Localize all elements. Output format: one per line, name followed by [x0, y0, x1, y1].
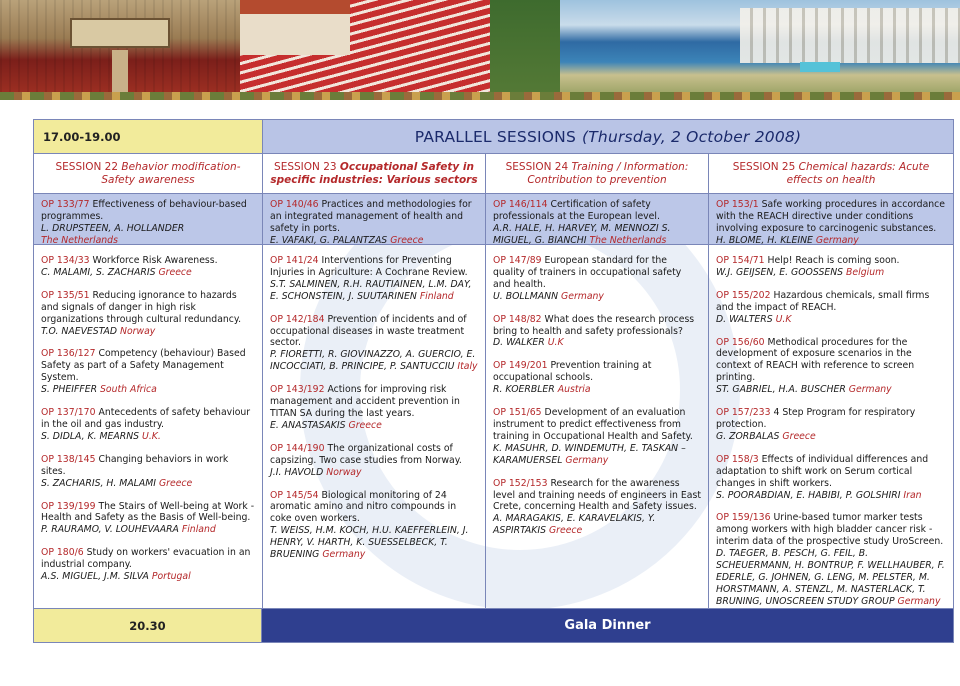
paper-code: OP 143/192 [270, 384, 325, 396]
paper-entry [716, 290, 946, 326]
session-name: SESSION 24 [505, 160, 569, 173]
paper-authors: K. MASUHR, D. WINDEMUTH, E. TASKAN – KARAMUERSEL [493, 442, 686, 466]
paper-title: Antecedents of safety behaviour in the oil and gas industry. [41, 407, 251, 430]
paper-code: OP 151/65 [493, 407, 542, 419]
paper-country: Norway [120, 325, 156, 337]
paper-authors: S. ZACHARIS, H. MALAMI [41, 477, 156, 489]
paper-title: Effects of individual differences and adaptation to shift work on Serum cortical changes in shift workers. [716, 453, 929, 489]
paper-title: Hazardous chemicals, small firms and the impact of REACH. [716, 289, 930, 313]
paper-country: Greece [548, 525, 583, 537]
paper-country: Norway [326, 466, 362, 478]
paper-country: Germany [815, 234, 859, 246]
paper-title: Certification of safety professionals at the European level. [493, 199, 660, 222]
paper-country: South Africa [100, 384, 157, 396]
paper-entry [493, 255, 701, 303]
paper-title: Competency (behaviour) Based Safety as part of a Safety Management System. [41, 348, 246, 384]
paper-country: Italy [457, 361, 478, 373]
paper-authors: S. DIDLA, K. MEARNS [41, 430, 140, 442]
paper-title: Changing behaviors in work sites. [41, 453, 229, 477]
session-23-first [263, 194, 486, 245]
paper-entry [270, 443, 478, 479]
paper-country: Germany [565, 454, 609, 466]
pool-shape [800, 62, 840, 72]
session-name: SESSION 22 [55, 160, 119, 173]
page-title [263, 120, 953, 154]
paper-country: U.K [775, 313, 792, 325]
paper-title: Actions for improving risk management and accident prevention in TITAN SA during the last years. [270, 384, 460, 419]
paper-entry [493, 407, 701, 467]
paper-country: Germany [848, 384, 892, 396]
paper-title: Methodical procedures for the development of exposure scenarios in the context of REACH with reference to screen printing. [716, 336, 915, 384]
paper-title: Reducing ignorance to hazards and signals of danger in high risk organizations through cultural redundancy. [41, 289, 242, 325]
paper-code: OP 156/60 [716, 336, 765, 348]
paper-country: Austria [557, 384, 591, 396]
paper-title: 4 Step Program for respiratory protection. [716, 407, 916, 430]
session-topic: Chemical hazards: Acute effects on health [786, 160, 930, 186]
paper-authors: A.R. HALE, H. HARVEY, M. MENNOZI S. MIGUEL, G. BIANCHI [493, 222, 671, 246]
paper-entry [41, 547, 255, 583]
paper-entry [493, 314, 701, 350]
paper-title: Research for the awareness level and training needs of engineers in East Crete, concerning Health and Safety issues. [493, 477, 701, 513]
trees-shape [490, 0, 560, 100]
paper-title: Study on workers' evacuation in an industrial company. [41, 547, 251, 571]
dinner-time: 20.30 [33, 608, 262, 643]
paper-entry [41, 199, 255, 247]
paper-code: OP 148/82 [493, 313, 542, 325]
paper-code: OP 137/170 [41, 407, 96, 419]
paper-code: OP 142/184 [270, 313, 325, 325]
paper-country: The Netherlands [41, 234, 118, 246]
session-header-23 [263, 154, 486, 194]
paper-authors: C. MALAMI, S. ZACHARIS [41, 266, 156, 278]
paper-authors: P. RAURAMO, V. LOUHEVAARA [41, 524, 179, 536]
paper-entry [270, 199, 478, 247]
photo-banner [0, 0, 960, 100]
paper-authors: P. FIORETTI, R. GIOVINAZZO, A. GUERCIO, E. INCOCCIATI, B. PRINCIPE, P. SANTUCCIU [270, 349, 476, 373]
paper-country: U.K. [142, 430, 161, 442]
coastal-resort-photo [560, 0, 960, 100]
paper-title: Effectiveness of behaviour-based programmes. [41, 199, 247, 222]
paper-country: Portugal [151, 571, 191, 583]
paper-entry [716, 255, 946, 279]
paper-country: Greece [390, 234, 424, 246]
paper-authors: S.T. SALMINEN, R.H. RAUTIAINEN, L.M. DAY, E. SCHONSTEIN, J. SUUTARINEN [270, 278, 472, 302]
paper-country: Belgium [846, 266, 885, 278]
session-name: SESSION 23 [274, 160, 337, 173]
paper-authors: S. POORABDIAN, E. HABIBI, P. GOLSHIRI [716, 489, 901, 501]
paper-entry [41, 501, 255, 537]
evening-row [33, 608, 954, 643]
paper-code: OP 146/114 [493, 199, 548, 210]
paper-entry [270, 314, 478, 374]
paper-code: OP 155/202 [716, 289, 771, 301]
session-22-list [34, 245, 263, 642]
session-23-list [263, 245, 486, 642]
paper-code: OP 135/51 [41, 289, 90, 301]
paper-authors: R. KOERBLER [493, 384, 555, 396]
paper-code: OP 158/3 [716, 453, 759, 465]
paper-entry [41, 407, 255, 443]
session-24-first [486, 194, 709, 245]
paper-code: OP 133/77 [41, 199, 90, 210]
paper-title: Development of an evaluation instrument to predict effectiveness from training in Occupational Health and Safety. [493, 407, 693, 442]
paper-title: Help! Reach is coming soon. [764, 255, 900, 266]
paper-entry [270, 490, 478, 561]
session-topic: Training / Information: Contribution to prevention [527, 160, 689, 186]
paper-authors: U. BOLLMANN [493, 290, 559, 302]
paper-entry [41, 290, 255, 338]
session-header-22 [34, 154, 263, 194]
paper-title: Urine-based tumor marker tests among workers with high bladder cancer risk - interim data of the prospective study UroScreen. [716, 512, 944, 548]
paper-entry [716, 337, 946, 397]
paper-title: Biological monitoring of 24 aromatic amino and nitro compounds in coke oven workers. [270, 489, 457, 525]
paper-authors: D. WALTERS [716, 313, 773, 325]
paper-country: The Netherlands [589, 234, 667, 246]
paper-authors: E. VAFAKI, G. PALANTZAS [270, 234, 388, 246]
paper-code: OP 141/24 [270, 255, 319, 266]
paper-authors: S. PHEIFFER [41, 384, 98, 396]
paper-title: European standard for the quality of trainers in occupational safety and health. [493, 255, 682, 290]
paper-country: U.K [547, 337, 564, 349]
paper-entry [270, 255, 478, 303]
session-25-first [709, 194, 953, 245]
session-header-24 [486, 154, 709, 194]
banner-strip [0, 92, 960, 100]
paper-authors: W.J. GEIJSEN, E. GOOSSENS [716, 266, 844, 278]
paper-authors: E. ANASTASAKIS [270, 419, 346, 431]
paper-code: OP 139/199 [41, 500, 96, 512]
session-topic: Behavior modification-Safety awareness [101, 160, 241, 186]
paper-country: Greece [158, 477, 193, 489]
paper-country: Germany [561, 290, 604, 302]
paper-entry [716, 199, 946, 247]
session-24-list [486, 245, 709, 642]
paper-code: OP 152/153 [493, 477, 548, 489]
paper-country: Finland [181, 524, 216, 536]
session-time: 17.00-19.00 [34, 120, 263, 154]
session-25-list [709, 245, 953, 642]
paper-country: Greece [158, 266, 192, 278]
session-topic: Occupational Safety in specific industries: Various sectors [270, 160, 478, 186]
paper-authors: D. TAEGER, B. PESCH, G. FEIL, B. SCHEUERMANN, H. BONTRUP, F. WELLHAUBER, F. EDERLE, G. JOHNEN, G. LENG, M. PELSTER, M. HORSTMANN, A. STENZL, M. NASTERLACK, T. BRUNING, UNOSCREEN STUDY GROUP [716, 548, 945, 607]
paper-entry [716, 512, 946, 607]
paper-code: OP 149/201 [493, 360, 548, 372]
paper-authors: T.O. NAEVESTAD [41, 325, 118, 337]
paper-title: The organizational costs of capsizing. Two case studies from Norway. [270, 442, 462, 466]
paper-code: OP 136/127 [41, 348, 96, 360]
paper-code: OP 147/89 [493, 255, 542, 266]
paper-authors: A.S. MIGUEL, J.M. SILVA [41, 571, 149, 583]
paper-country: Germany [897, 595, 941, 607]
title-subtitle: (Thursday, 2 October 2008) [582, 127, 802, 146]
paper-code: OP 140/46 [270, 199, 319, 210]
title-main: PARALLEL SESSIONS [414, 127, 577, 146]
paper-code: OP 134/33 [41, 255, 90, 266]
paper-country: Iran [903, 489, 922, 501]
paper-code: OP 153/1 [716, 199, 759, 210]
dinner-event: Gala Dinner [262, 608, 954, 643]
paper-authors: D. WALKER [493, 337, 545, 349]
paper-code: OP 180/6 [41, 547, 84, 559]
paper-title: What does the research process bring to health and safety professionals? [493, 313, 695, 337]
paper-entry [493, 360, 701, 396]
paper-title: Practices and methodologies for an integrated management of health and safety in ports. [270, 199, 472, 234]
conference-hall-photo [0, 0, 240, 100]
paper-entry [716, 407, 946, 443]
paper-entry [493, 199, 701, 247]
paper-code: OP 154/71 [716, 255, 765, 266]
houses-shape [740, 8, 960, 63]
paper-authors: ST. GABRIEL, H.A. BUSCHER [716, 384, 846, 396]
paper-code: OP 157/233 [716, 407, 771, 419]
paper-country: Greece [782, 430, 816, 442]
paper-code: OP 138/145 [41, 453, 96, 465]
paper-code: OP 144/190 [270, 442, 325, 454]
stage-shape [70, 18, 170, 48]
program-table [33, 119, 954, 643]
paper-title: Safe working procedures in accordance with the REACH directive under conditions involving exposure to carcinogenic substances. [716, 199, 945, 234]
paper-entry [716, 454, 946, 502]
session-name: SESSION 25 [732, 160, 796, 173]
paper-code: OP 145/54 [270, 489, 319, 501]
paper-title: The Stairs of Well-being at Work -Health and Safety as the Basis of Well-being. [41, 500, 255, 524]
paper-entry [493, 478, 701, 538]
paper-code: OP 159/136 [716, 512, 771, 524]
paper-entry [41, 348, 255, 396]
paper-authors: J.I. HAVOLD [270, 466, 324, 478]
paper-country: Finland [419, 290, 454, 302]
paper-title: Prevention training at occupational schools. [493, 360, 652, 384]
paper-title: Workforce Risk Awareness. [89, 255, 218, 266]
paper-entry [270, 384, 478, 432]
paper-authors: T. WEISS, H.M. KOCH, H.U. KAEFFERLEIN, J. HENRY, V. HARTH, K. SUESSELBECK, T. BRUENING [270, 525, 469, 561]
paper-title: Prevention of incidents and of occupational diseases in waste treatment sector. [270, 313, 467, 349]
paper-authors: L. DRUPSTEEN, A. HOLLANDER [41, 222, 185, 234]
paper-title: Interventions for Preventing Injuries in Agriculture: A Cochrane Review. [270, 255, 468, 278]
roof-shape [240, 0, 350, 14]
paper-authors: H. BLOME, H. KLEINE [716, 234, 813, 246]
session-header-25 [709, 154, 953, 194]
paper-country: Greece [348, 419, 382, 431]
paper-entry [41, 454, 255, 490]
paper-authors: G. ZORBALAS [716, 430, 780, 442]
amphitheater-photo [240, 0, 560, 100]
paper-authors: A. MARAGAKIS, E. KARAVELAKIS, Y. ASPIRTAKIS [493, 513, 656, 537]
paper-country: Germany [322, 549, 366, 561]
paper-entry [41, 255, 255, 279]
session-22-first [34, 194, 263, 245]
